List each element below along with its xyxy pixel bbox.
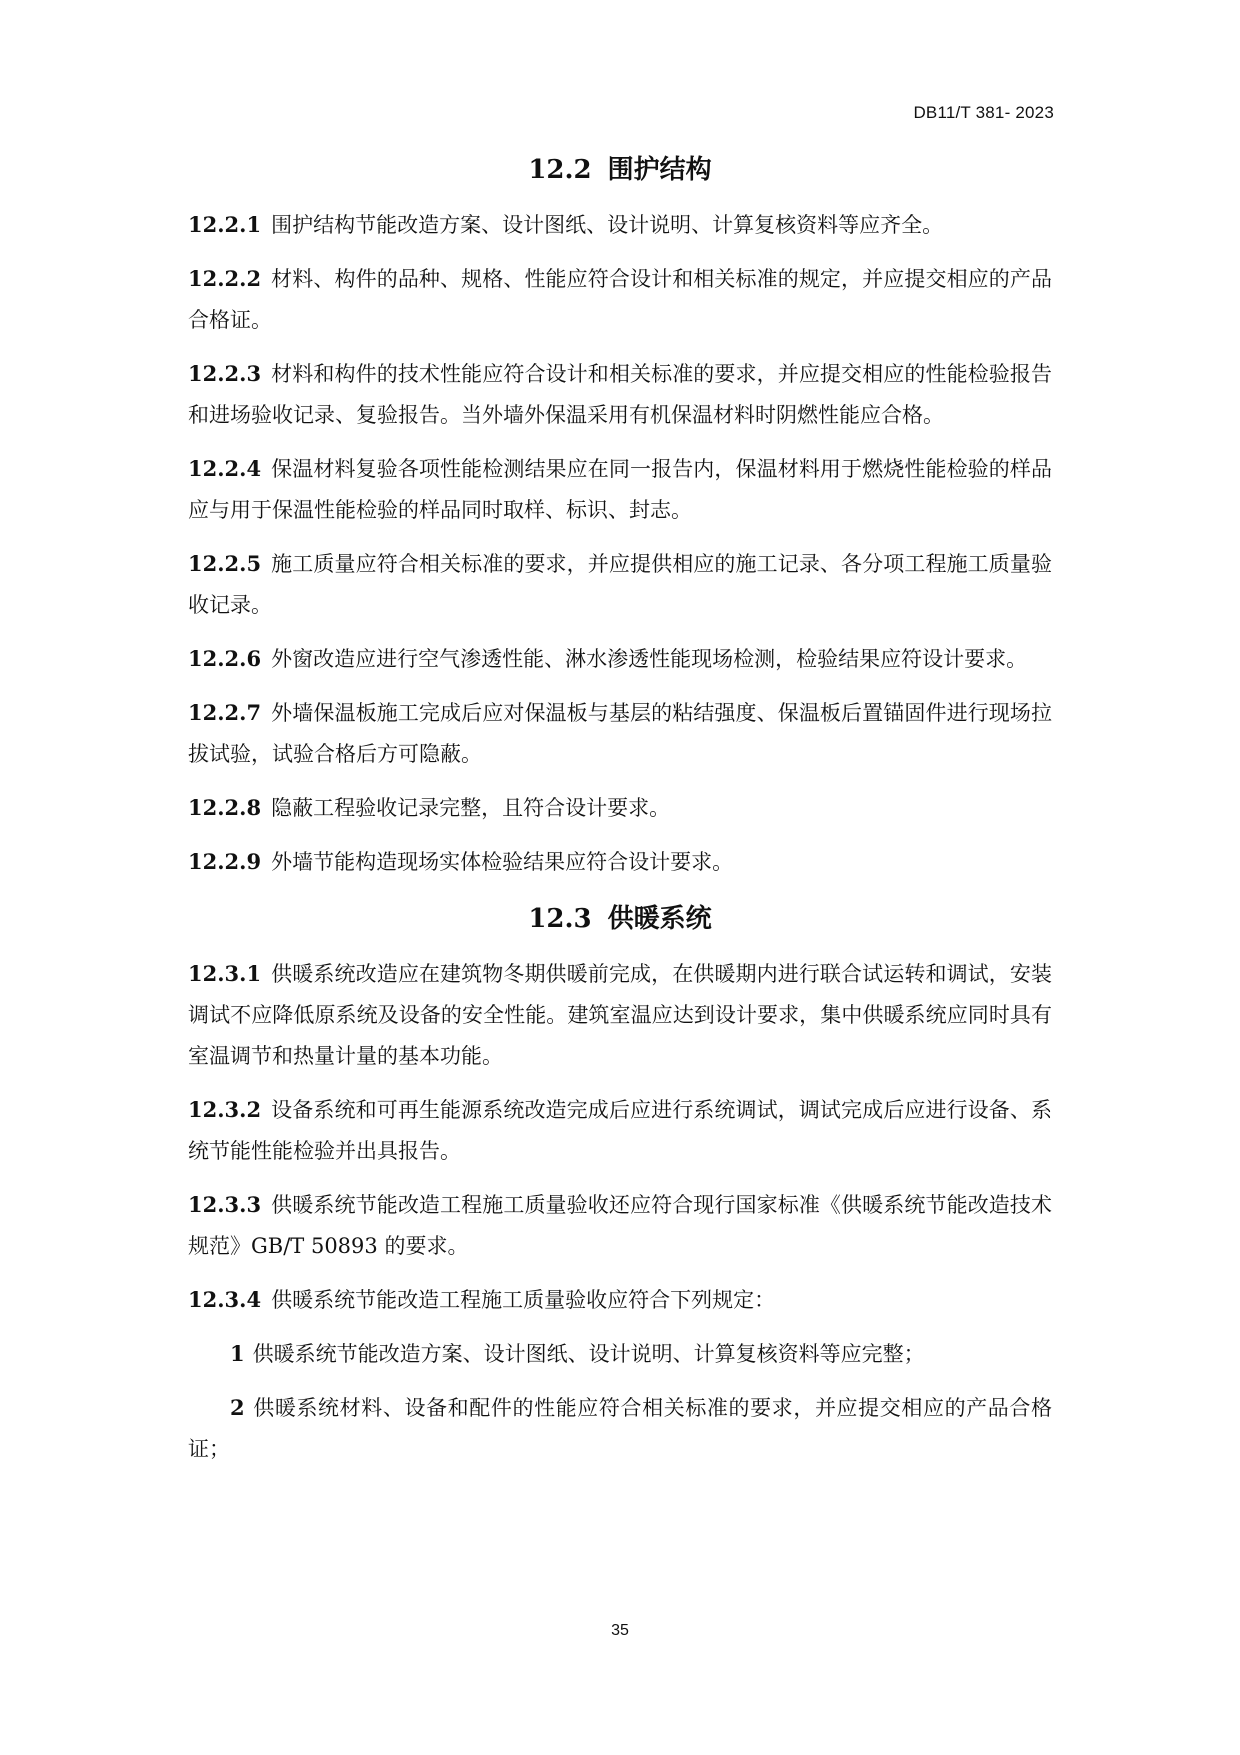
clause-text: 外窗改造应进行空气渗透性能、淋水渗透性能现场检测，检验结果应符设计要求。 xyxy=(271,647,1028,671)
section-number: 12.3 xyxy=(528,904,592,934)
item-number: 1 xyxy=(230,1341,245,1366)
section-title: 围护结构 xyxy=(607,155,712,185)
clause-12-2-5 xyxy=(188,543,1052,626)
clause-12-2-2 xyxy=(188,258,1052,341)
clause-12-2-6 xyxy=(188,638,1052,680)
list-item-2 xyxy=(188,1387,1052,1470)
page-content xyxy=(188,146,1052,1482)
clause-number: 12.3.4 xyxy=(188,1287,262,1312)
clause-12-2-9 xyxy=(188,841,1052,883)
clause-number: 12.2.2 xyxy=(188,266,262,291)
clause-text: 供暖系统改造应在建筑物冬期供暖前完成，在供暖期内进行联合试运转和调试，安装调试不应降低原系统及设备的安全性能。建筑室温应达到设计要求，集中供暖系统应同时具有室温调节和热量计量的基本功能。 xyxy=(188,962,1052,1068)
clause-12-3-1 xyxy=(188,953,1052,1077)
clause-12-2-4 xyxy=(188,448,1052,531)
clause-text: 隐蔽工程验收记录完整，且符合设计要求。 xyxy=(271,796,671,820)
clause-number: 12.2.4 xyxy=(188,456,262,481)
clause-number: 12.2.7 xyxy=(188,700,262,725)
clause-number: 12.3.1 xyxy=(188,961,262,986)
clause-12-2-1 xyxy=(188,204,1052,246)
section-title: 供暖系统 xyxy=(607,904,712,934)
clause-text: 外墙保温板施工完成后应对保温板与基层的粘结强度、保温板后置锚固件进行现场拉拔试验，试验合格后方可隐蔽。 xyxy=(188,701,1052,766)
clause-text: 供暖系统节能改造工程施工质量验收还应符合现行国家标准《供暖系统节能改造技术规范》GB/T 50893 的要求。 xyxy=(188,1193,1052,1258)
clause-text: 保温材料复验各项性能检测结果应在同一报告内，保温材料用于燃烧性能检验的样品应与用于保温性能检验的样品同时取样、标识、封志。 xyxy=(188,457,1052,522)
clause-number: 12.2.1 xyxy=(188,212,262,237)
clause-text: 设备系统和可再生能源系统改造完成后应进行系统调试，调试完成后应进行设备、系统节能性能检验并出具报告。 xyxy=(188,1098,1052,1163)
clause-text: 供暖系统节能改造工程施工质量验收应符合下列规定： xyxy=(271,1288,776,1312)
item-text: 供暖系统节能改造方案、设计图纸、设计说明、计算复核资料等应完整； xyxy=(252,1342,925,1366)
clause-text: 施工质量应符合相关标准的要求，并应提供相应的施工记录、各分项工程施工质量验收记录。 xyxy=(188,552,1052,617)
list-item-1 xyxy=(188,1333,1052,1375)
clause-number: 12.2.8 xyxy=(188,795,262,820)
section-heading-12-2 xyxy=(188,146,1052,194)
clause-text: 外墙节能构造现场实体检验结果应符合设计要求。 xyxy=(271,850,734,874)
section-heading-12-3 xyxy=(188,895,1052,943)
clause-12-3-2 xyxy=(188,1089,1052,1172)
clause-number: 12.2.3 xyxy=(188,361,262,386)
clause-number: 12.3.2 xyxy=(188,1097,262,1122)
clause-number: 12.2.9 xyxy=(188,849,262,874)
clause-number: 12.2.6 xyxy=(188,646,262,671)
clause-text: 材料和构件的技术性能应符合设计和相关标准的要求，并应提交相应的性能检验报告和进场验收记录、复验报告。当外墙外保温采用有机保温材料时阴燃性能应合格。 xyxy=(188,362,1052,427)
clause-text: 围护结构节能改造方案、设计图纸、设计说明、计算复核资料等应齐全。 xyxy=(271,213,944,237)
section-number: 12.2 xyxy=(528,155,592,185)
clause-12-2-8 xyxy=(188,787,1052,829)
page-number: 35 xyxy=(611,1622,629,1639)
clause-12-2-3 xyxy=(188,353,1052,436)
document-id: DB11/T 381- 2023 xyxy=(913,103,1054,122)
clause-12-3-3 xyxy=(188,1184,1052,1267)
clause-12-3-4 xyxy=(188,1279,1052,1321)
clause-number: 12.2.5 xyxy=(188,551,262,576)
item-number: 2 xyxy=(230,1395,245,1420)
clause-text: 材料、构件的品种、规格、性能应符合设计和相关标准的规定，并应提交相应的产品合格证。 xyxy=(188,267,1052,332)
clause-12-2-7 xyxy=(188,692,1052,775)
item-text: 供暖系统材料、设备和配件的性能应符合相关标准的要求，并应提交相应的产品合格证； xyxy=(188,1396,1052,1461)
clause-number: 12.3.3 xyxy=(188,1192,262,1217)
